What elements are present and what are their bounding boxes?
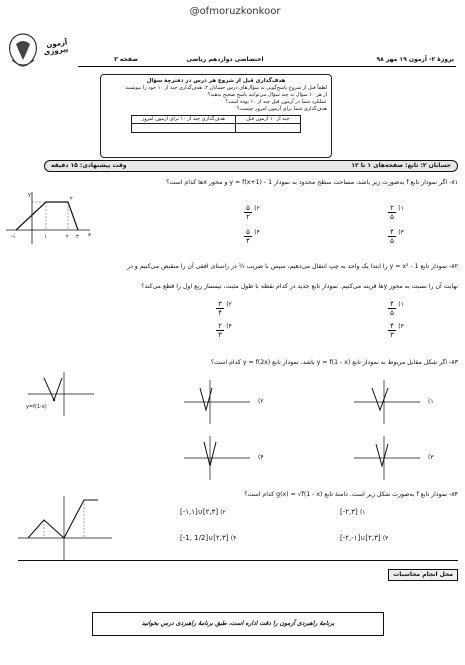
q81-graph <box>2 188 94 248</box>
goal-box <box>100 74 332 158</box>
q83-option-2-graph <box>180 378 252 428</box>
q81-tick-2-top: ۲ <box>70 196 73 202</box>
goal-table-blank[interactable] <box>131 124 301 133</box>
header-rule <box>78 66 456 67</box>
q82-option-2[interactable]: $\frac{۳}{۴}$ (۲ <box>216 300 232 317</box>
goal-title: هدف‌گذاری قبل از شروع هر درس در دفترچهٔ سؤال <box>146 78 286 84</box>
q81-y-label: y <box>28 192 31 198</box>
footer-text: برنامهٔ راهبردی آزمون را دقت اداره است، طبق برنامهٔ راهبردی درس بخوانید <box>141 620 335 627</box>
q81-option-2[interactable]: $\frac{۵}{۲}$ (۲ <box>244 204 260 221</box>
q84-text: ۸۴- نمودار تابع f به‌صورت شکل زیر است. دامنهٔ تابع g(x) = √f(1 - x) کدام است؟ <box>244 491 458 498</box>
section-title: حسابان ۲: تابع: صفحه‌های ۱ تا ۱۲ <box>351 162 451 169</box>
goal-line-3: عملکرد شما در آزمون قبل چند از ۱۰ بوده است؟ <box>225 99 327 105</box>
q81-option-4[interactable]: $\frac{۵}{۴}$ (۴ <box>244 228 260 245</box>
q81-option-3[interactable]: $\frac{۴}{۵}$ (۳ <box>388 228 404 245</box>
q83-text: ۸۳- اگر شکل مقابل مربوط به نمودار تابع y = f(1 - x) باشد، نمودار تابع y = f(2x) کدام است؟ <box>210 359 458 366</box>
q81-tick-1: ۱ <box>44 234 47 240</box>
goal-col-today: هدف‌گذاری چند از ۱۰ برای آزمون امروز <box>141 116 225 122</box>
q83-option-1-graph <box>350 378 422 428</box>
goal-line-2: از هر ۱۰ سؤال به چند سؤال می‌توانید پاسخ صحیح بدهید؟ <box>207 92 327 98</box>
q84-option-1[interactable]: [-۲,۳] (۱ <box>340 508 366 516</box>
q81-text: ۸۱- اگر نمودار تابع f به‌صورت زیر باشد، مساحت سطح محدود به نمودار y = f(x+1) - 1 و محور x‌ها کدام است؟ <box>166 179 458 186</box>
goal-table <box>131 115 301 124</box>
q82-option-3[interactable]: $\frac{۴}{۳}$ (۳ <box>388 322 404 339</box>
subject-title: اختصاصی دوازدهم ریاضی <box>186 56 264 63</box>
q83-option-4-graph <box>180 434 252 484</box>
calc-area[interactable] <box>18 578 458 604</box>
q83-option-2[interactable]: (۲ <box>180 378 280 428</box>
calc-label: محل انجام محاسبات <box>388 569 458 581</box>
q82-option-1[interactable]: $\frac{۴}{۵}$ (۱ <box>388 300 404 317</box>
logo-text: آزمون پیروزی <box>43 38 69 57</box>
exam-title: پروژهٔ ۲- آزمون ۱۹ مهر ۹۸ <box>376 56 454 63</box>
goal-line-4: هدف‌گذاری شما برای آزمون امروز چیست؟ <box>236 106 327 112</box>
q82-line-1: ۸۲- نمودار تابع y = x² - 1 را ابتدا یک واحد به چپ انتقال می‌دهیم، سپس با ضریب ½ در راستای افقی آن را منقبض می‌کنیم و در <box>127 263 458 270</box>
q83-option-3[interactable]: (۳ <box>350 434 450 484</box>
watermark: @ofmoruzkonkoor <box>189 6 281 17</box>
q84-graph <box>14 494 114 562</box>
footer-banner <box>92 612 384 636</box>
q83-option-4[interactable]: (۴ <box>180 434 280 484</box>
q84-option-4[interactable]: [-1, 1/2]∪[۲,۳] (۴ <box>180 534 237 542</box>
q82-option-4[interactable]: $\frac{۲}{۳}$ (۴ <box>216 322 232 339</box>
q83-reference-graph <box>24 370 96 418</box>
section-time: وقت پیشنهادی: ۱۵ دقیقه <box>51 162 127 169</box>
q81-option-1[interactable]: $\frac{۲}{۵}$ (۱ <box>388 204 404 221</box>
q81-tick-m1: -۱ <box>11 234 16 240</box>
goal-line-1: لطفاً قبل از شروع پاسخ‌گویی به سؤال‌های درس حسابان ۲، هدف‌گذاری چند از ۱۰ خود را بنویسید: <box>124 85 327 91</box>
q83-option-1[interactable]: (۱ <box>350 378 450 428</box>
q83-option-3-graph <box>350 434 422 484</box>
q82-line-2: نهایت آن را نسبت به محور y‌ها قرینه می‌کنیم. نمودار تابع جدید در کدام نقطه با طول مثبت، نیمساز ربع اول را قطع می‌کند؟ <box>141 283 458 290</box>
section-header <box>44 160 458 172</box>
q84-option-2[interactable]: [-۱,۱]∪[۲,۳] (۲ <box>180 508 226 516</box>
q81-tick-2: ۲ <box>66 234 69 240</box>
page-number: صفحه ۳ <box>114 56 138 63</box>
q83-graph-label: y=f(1-x) <box>26 404 47 410</box>
goal-col-prev: چند از ۱۰ آزمون قبل <box>235 116 300 123</box>
q81-x-label: x <box>88 232 91 238</box>
q81-tick-3: ۳ <box>76 234 79 240</box>
q84-option-3[interactable]: [-۲,-۱]∪[۲,۳] (۳ <box>340 534 389 542</box>
